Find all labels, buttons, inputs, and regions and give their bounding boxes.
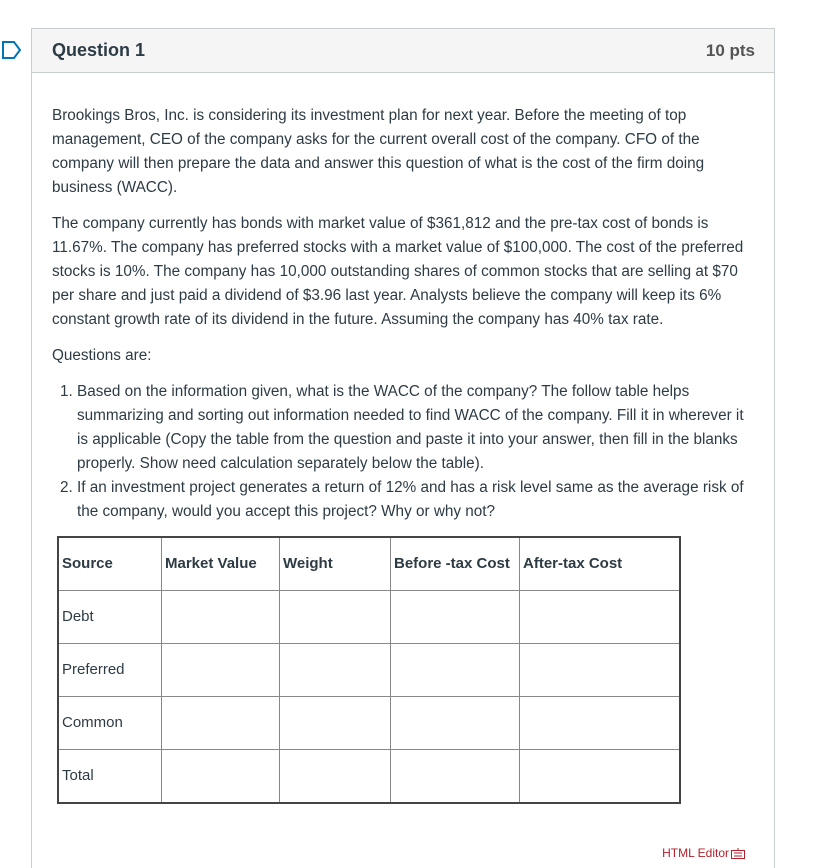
table-cell [280,697,391,750]
question-card [31,28,775,868]
question-item-2: 2. If an investment project generates a return of 12% and has a risk level same as the average risk of the company, would you accept this project? Why or why not? [77,476,754,524]
header-market-value: Market Value [162,537,280,591]
question-paragraph-2: The company currently has bonds with market value of $361,812 and the pre-tax cost of bonds is 11.67%. The company has preferred stocks with a market value of $100,000. The cost of the preferred stocks is 10%. The company has 10,000 outstanding shares of common stocks that are selling at $70 per share and just paid a dividend of $3.96 last year. Analysts believe the company will keep its 6% constant growth rate of its dividend in the future. Assuming the company has 40% tax rate. [52,215,744,328]
table-cell [280,644,391,697]
table-header-row [58,537,680,591]
table-row [58,750,680,804]
bookmark-flag-icon[interactable] [2,41,22,59]
table-cell [520,591,681,644]
question-item-1: 1. Based on the information given, what is the WACC of the company? The follow table helps summarizing and sorting out information needed to find WACC of the company. Fill it in wherever it is applicable (Copy the table from the question and paste it into your answer, then fill in the blanks properly. Show need calculation separately below the table). [77,380,754,476]
table-cell [280,750,391,804]
table-row [58,591,680,644]
header-before-tax-cost: Before -tax Cost [391,537,520,591]
question-header [32,29,774,73]
table-cell [280,591,391,644]
questions-intro: Questions are: [52,347,152,364]
keyboard-icon [731,848,745,859]
table-cell [391,644,520,697]
table-cell [162,644,280,697]
table-cell [391,750,520,804]
header-after-tax-cost: After-tax Cost [520,537,681,591]
table-cell [162,750,280,804]
question-points: 10 pts [705,40,755,60]
table-cell [162,697,280,750]
row-label-preferred: Preferred [58,644,162,697]
wacc-table [57,536,681,804]
table-cell [162,591,280,644]
question-body [32,73,774,804]
table-cell [391,697,520,750]
table-cell [520,644,681,697]
question-paragraph-1: Brookings Bros, Inc. is considering its investment plan for next year. Before the meeting of top management, CEO of the company asks for the current overall cost of the company. CFO of the company will then prepare the data and answer this question of what is the cost of the firm doing business (WACC). [52,107,705,196]
html-editor-link[interactable] [662,846,745,860]
table-row [58,644,680,697]
table-cell [520,750,681,804]
row-label-debt: Debt [58,591,162,644]
header-weight: Weight [280,537,391,591]
header-source: Source [58,537,162,591]
questions-list [52,380,754,524]
html-editor-label: HTML Editor [662,846,729,860]
row-label-total: Total [58,750,162,804]
row-label-common: Common [58,697,162,750]
question-title: Question 1 [52,40,146,60]
table-cell [391,591,520,644]
table-row [58,697,680,750]
table-cell [520,697,681,750]
